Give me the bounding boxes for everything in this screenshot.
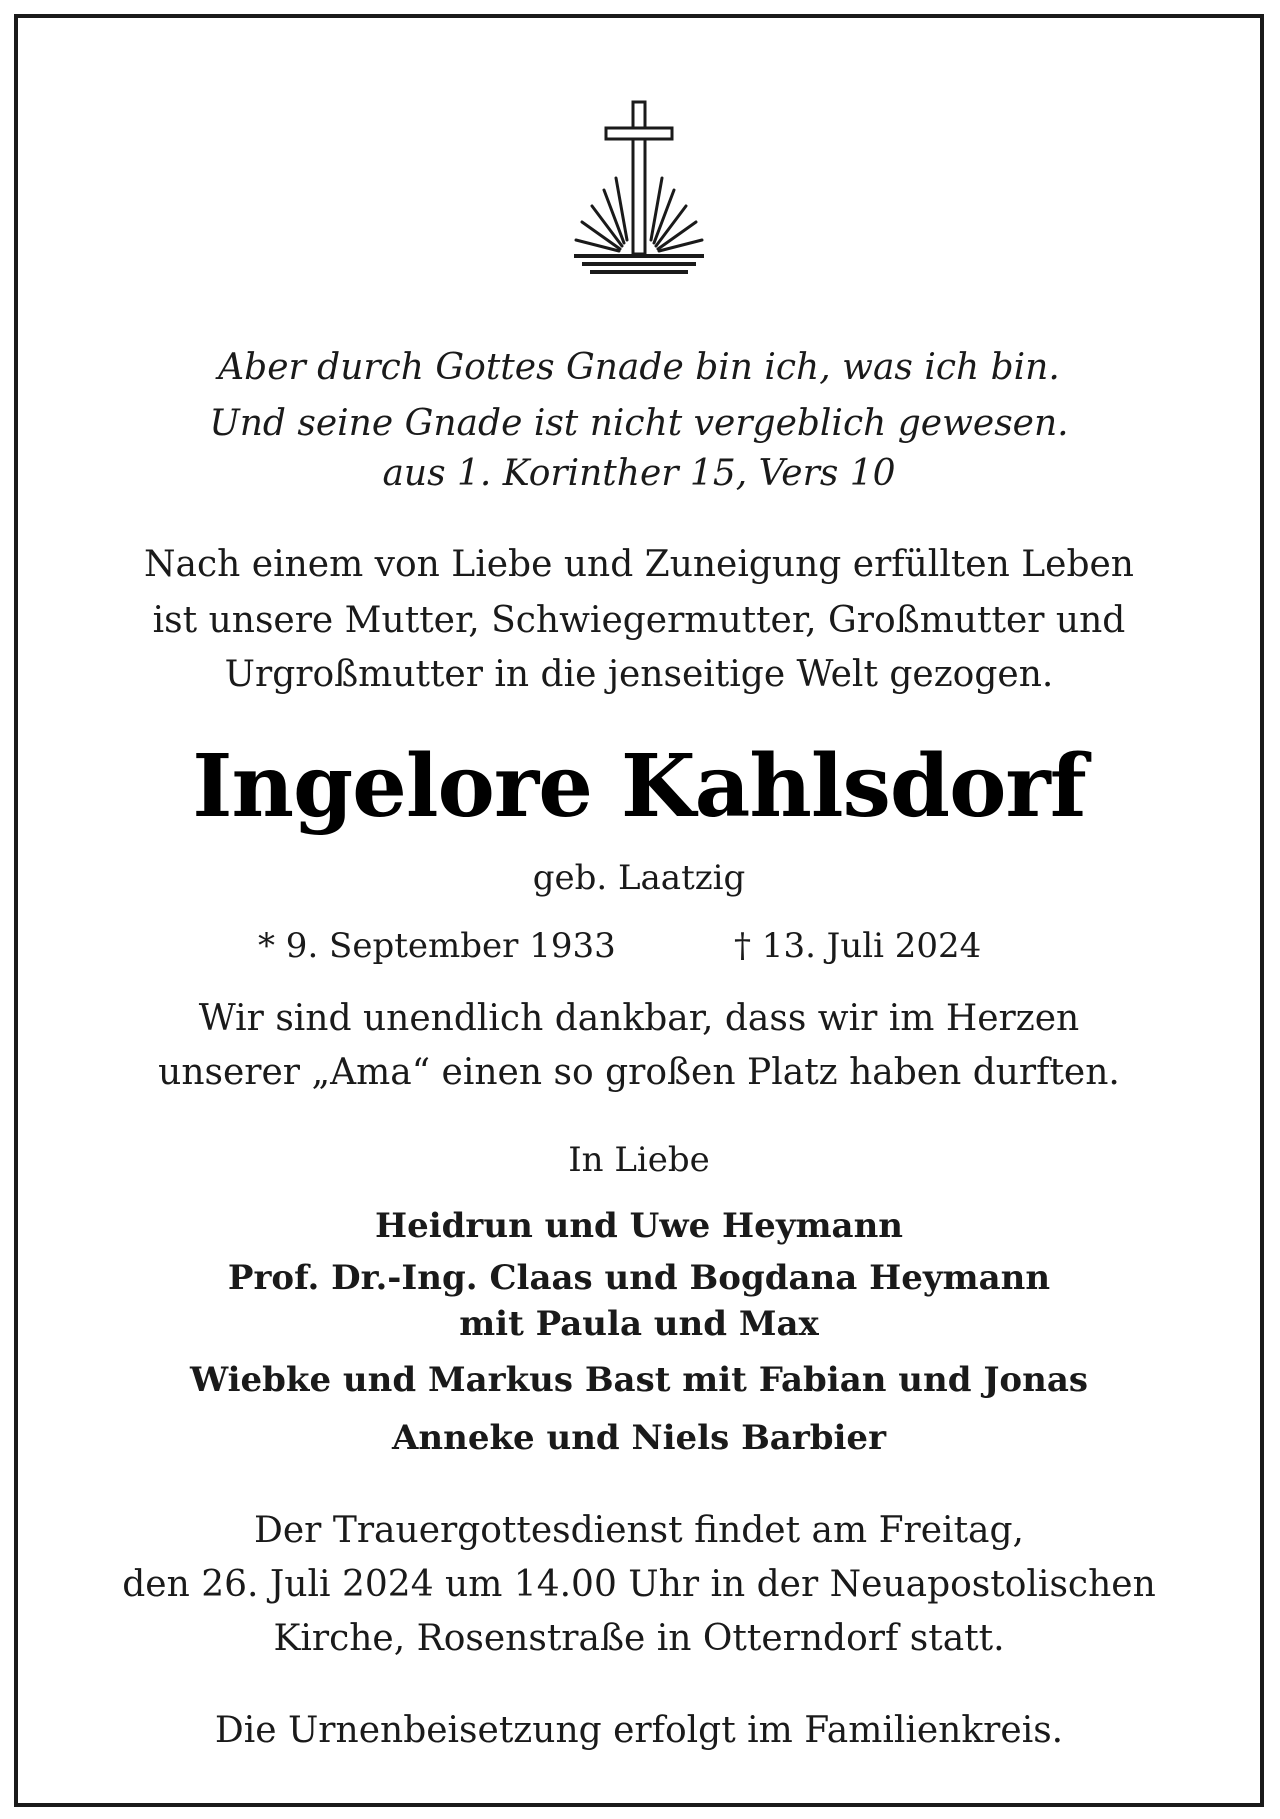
- intro-line-2: ist unsere Mutter, Schwiegermutter, Großmutter und: [152, 600, 1126, 641]
- birth-name: geb. Laatzig: [532, 858, 746, 898]
- gratitude-line-2: unserer „Ama“ einen so großen Platz haben durften.: [158, 1052, 1120, 1093]
- closing-text: In Liebe: [568, 1140, 710, 1180]
- death-date: † 13. Juli 2024: [734, 926, 982, 966]
- mourner-2: Prof. Dr.-Ing. Claas und Bogdana Heymann: [227, 1258, 1051, 1298]
- mourner-1: Heidrun und Uwe Heymann: [374, 1206, 904, 1246]
- service-line-2: den 26. Juli 2024 um 14.00 Uhr in der Neuapostolischen: [122, 1564, 1156, 1605]
- mourner-2-children: mit Paula und Max: [459, 1304, 819, 1344]
- verse-line-2: Und seine Gnade ist nicht vergeblich gewesen.: [209, 403, 1069, 444]
- birth-date: * 9. September 1933: [258, 926, 616, 966]
- burial-note: Die Urnenbeisetzung erfolgt im Familienkreis.: [214, 1710, 1064, 1751]
- obituary-content: [18, 18, 1260, 1803]
- verse-line-1: Aber durch Gottes Gnade bin ich, was ich bin.: [218, 347, 1060, 388]
- intro-line-1: Nach einem von Liebe und Zuneigung erfüllten Leben: [144, 544, 1134, 585]
- intro-line-3: Urgroßmutter in die jenseitige Welt gezogen.: [224, 654, 1054, 695]
- verse-source: aus 1. Korinther 15, Vers 10: [382, 453, 896, 494]
- service-line-1: Der Trauergottesdienst findet am Freitag,: [254, 1510, 1024, 1551]
- gratitude-line-1: Wir sind unendlich dankbar, dass wir im Herzen: [198, 998, 1080, 1039]
- obituary-frame: [14, 14, 1264, 1807]
- deceased-name: Ingelore Kahlsdorf: [192, 736, 1086, 837]
- service-line-3: Kirche, Rosenstraße in Otterndorf statt.: [273, 1618, 1005, 1659]
- mourner-4: Anneke und Niels Barbier: [392, 1418, 886, 1458]
- mourner-3: Wiebke und Markus Bast mit Fabian und Jonas: [190, 1360, 1088, 1400]
- cross-sunrise-icon: [554, 98, 724, 278]
